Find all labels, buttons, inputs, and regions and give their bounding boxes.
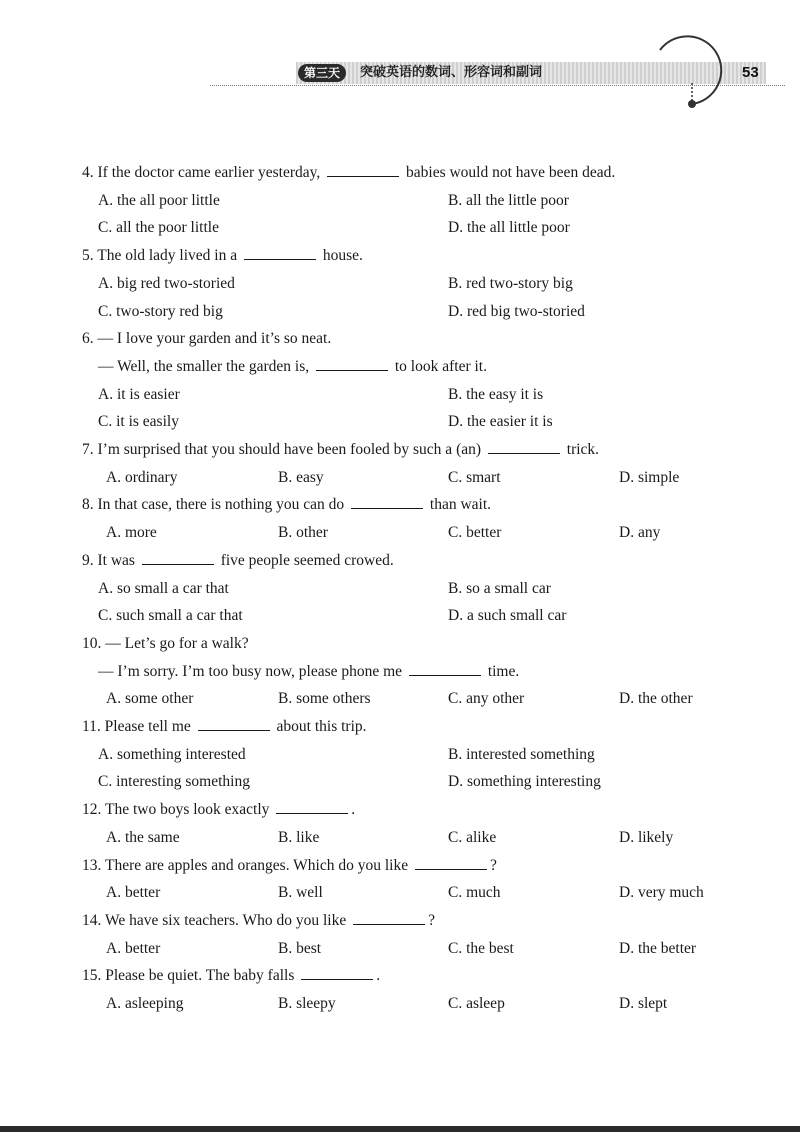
question-text: 14. We have six teachers. Who do you like [82,911,351,929]
answer-blank [409,674,481,676]
answer-option: D. simple [619,468,680,486]
answer-option: A. the same [106,828,180,846]
answer-option: C. much [448,884,501,902]
answer-blank [351,507,423,509]
question-text: 15. Please be quiet. The baby falls [82,967,299,985]
answer-option: D. something interesting [448,773,601,791]
answer-option: C. any other [448,690,525,708]
answer-option: C. such small a car that [98,607,243,625]
answer-option: A. it is easier [98,385,180,403]
question-text: 11. Please tell me [82,718,195,735]
answer-option: D. likely [619,828,674,846]
answer-option: A. the all poor little [98,191,220,209]
question-text: 13. There are apples and oranges. Which do you like [82,856,412,874]
question-text: house. [319,247,363,265]
answer-option: D. red big two-storied [448,302,585,320]
question-text: ? [490,856,497,874]
answer-option: A. asleeping [106,995,184,1012]
decorative-arc-icon [640,28,730,118]
answer-option: A. big red two-storied [98,274,235,292]
answer-option: C. asleep [448,995,505,1012]
question-text: . [376,967,381,985]
answer-option: A. so small a car that [98,579,229,597]
question-stem [82,631,249,657]
answer-blank [142,563,214,565]
question-text: 7. I’m surprised that you should have been fooled by such a (an) [82,441,485,458]
answer-option: B. the easy it is [448,385,544,403]
question-stem [82,492,491,518]
question-text: — I’m sorry. I’m too busy now, please phone me [98,662,406,680]
question-stem [82,326,331,352]
answer-option: C. all the poor little [98,219,219,237]
question-stem [82,437,599,463]
answer-option: B. so a small car [448,579,551,597]
page-number: 53 [742,64,759,81]
answer-option: A. some other [106,690,194,708]
question-stem [82,963,380,989]
answer-option: D. the other [619,690,693,708]
answer-option: D. very much [619,884,704,902]
answer-option: A. better [106,939,161,957]
question-stem [82,714,367,740]
answer-option: C. two-story red big [98,302,223,320]
question-text: to look after it. [390,357,487,375]
answer-option: A. something interested [98,745,246,763]
question-stem [82,908,435,934]
answer-option: D. the easier it is [448,413,553,431]
question-text: than wait. [426,496,492,514]
answer-option: A. more [106,524,157,542]
answer-option: B. easy [278,468,324,486]
question-continuation [98,354,487,380]
answer-option: B. all the little poor [448,191,569,209]
answer-option: C. the best [448,939,514,957]
answer-option: D. the better [619,939,697,957]
answer-blank [276,812,348,814]
question-text: 8. In that case, there is nothing you can do [82,496,349,514]
answer-option: C. smart [448,468,501,486]
question-text: — Well, the smaller the garden is, [98,357,313,375]
question-text: five people seemed crowed. [216,551,394,569]
answer-option: B. like [278,828,320,846]
question-text: about this trip. [272,718,367,735]
answer-option: B. well [278,884,323,902]
answer-option: C. better [448,524,502,542]
question-stem [82,797,355,823]
bottom-rule [0,1126,800,1132]
answer-option: D. slept [619,995,668,1012]
question-stem [82,548,394,574]
answer-option: C. alike [448,828,497,846]
answer-option: B. some others [278,690,371,708]
question-text: babies would not have been dead. [402,164,616,181]
answer-blank [244,258,316,260]
question-text: 10. — Let’s go for a walk? [82,634,249,652]
question-text: 12. The two boys look exactly [82,801,274,819]
question-stem [82,160,615,186]
answer-option: A. better [106,884,161,902]
answer-option: A. ordinary [106,468,178,486]
answer-blank [415,868,487,870]
answer-option: B. other [278,524,328,542]
answer-option: D. a such small car [448,607,567,625]
answer-option: D. the all little poor [448,219,570,237]
question-text: trick. [562,441,600,458]
answer-blank [198,729,270,731]
question-text: 6. — I love your garden and it’s so neat. [82,330,332,348]
chapter-title: 突破英语的数词、形容词和副词 [360,65,543,80]
answer-blank [301,978,373,980]
question-stem [82,243,363,269]
page-header [0,0,800,120]
answer-blank [327,175,399,177]
answer-option: B. best [278,939,322,957]
answer-option: B. interested something [448,745,595,763]
question-text: ? [428,911,435,929]
question-text: 5. The old lady lived in a [82,247,241,265]
question-continuation [98,659,519,685]
question-text: 4. If the doctor came earlier yesterday, [82,164,325,181]
question-text: 9. It was [82,551,139,569]
day-badge: 第三天 [298,64,346,82]
answer-option: C. interesting something [98,773,250,791]
answer-option: C. it is easily [98,413,179,431]
answer-blank [488,452,560,454]
answer-option: D. any [619,524,661,542]
question-text: time. [483,662,520,680]
question-text: . [351,801,356,819]
answer-option: B. sleepy [278,995,336,1012]
answer-option: B. red two-story big [448,274,573,292]
answer-blank [316,369,388,371]
question-stem [82,853,497,879]
answer-blank [353,923,425,925]
